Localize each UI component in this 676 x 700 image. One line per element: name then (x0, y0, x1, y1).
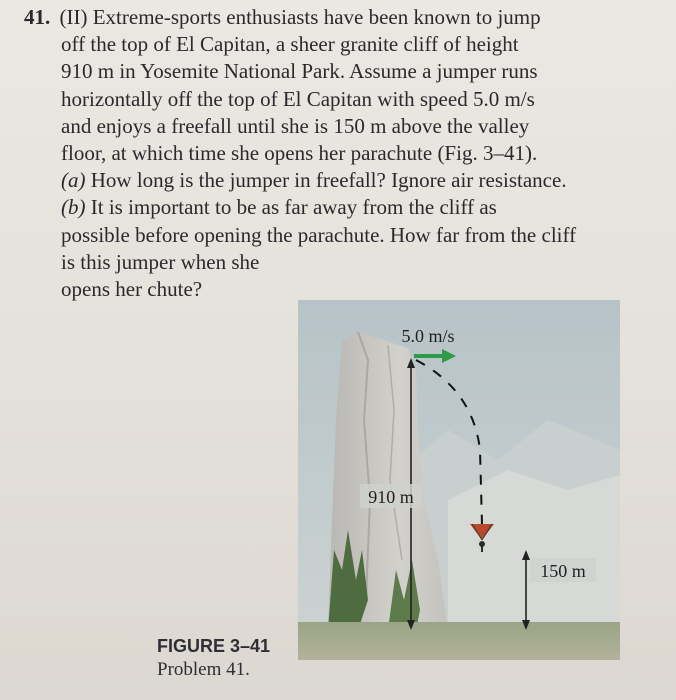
problem-text-line: horizontally off the top of El Capitan with speed 5.0 m/s (61, 86, 535, 111)
part-b-text: is this jumper when she (61, 249, 260, 274)
difficulty-level: (II) (59, 5, 88, 29)
problem-text-line: floor, at which time she opens her parachute (Fig. 3–41). (61, 141, 538, 166)
part-a-label: (a) (61, 168, 86, 193)
part-b-text: It is important to be as far away from the cliff as (90, 195, 497, 220)
problem-text-line: Extreme-sports enthusiasts have been known to jump (92, 5, 541, 29)
problem-text-line: and enjoys a freefall until she is 150 m above the valley (61, 113, 530, 138)
problem-line-1 (24, 4, 644, 31)
part-b-label: (b) (61, 195, 86, 220)
figure-illustration (298, 300, 620, 660)
chute-height-label: 150 m (540, 561, 586, 581)
part-b-text: opens her chute? (61, 277, 203, 302)
figure-caption-subtitle: Problem 41. (157, 659, 250, 680)
problem-number: 41. (24, 5, 51, 29)
far-ridge (448, 470, 620, 630)
height-label: 910 m (368, 487, 414, 507)
problem-text-line: off the top of El Capitan, a sheer granite cliff of height (61, 32, 519, 57)
valley-floor (298, 622, 620, 660)
figure-caption-title: FIGURE 3–41 (157, 636, 271, 656)
part-a (24, 167, 644, 194)
figure-caption (157, 634, 270, 682)
problem-41 (24, 4, 644, 303)
part-b-text: possible before opening the parachute. How far from the cliff (61, 222, 577, 247)
part-b (24, 194, 644, 221)
part-a-text: How long is the jumper in freefall? Ignore air resistance. (90, 168, 567, 193)
figure-3-41 (298, 300, 620, 660)
problem-text-line: 910 m in Yosemite National Park. Assume a jumper runs (61, 59, 538, 84)
speed-label: 5.0 m/s (401, 326, 455, 346)
